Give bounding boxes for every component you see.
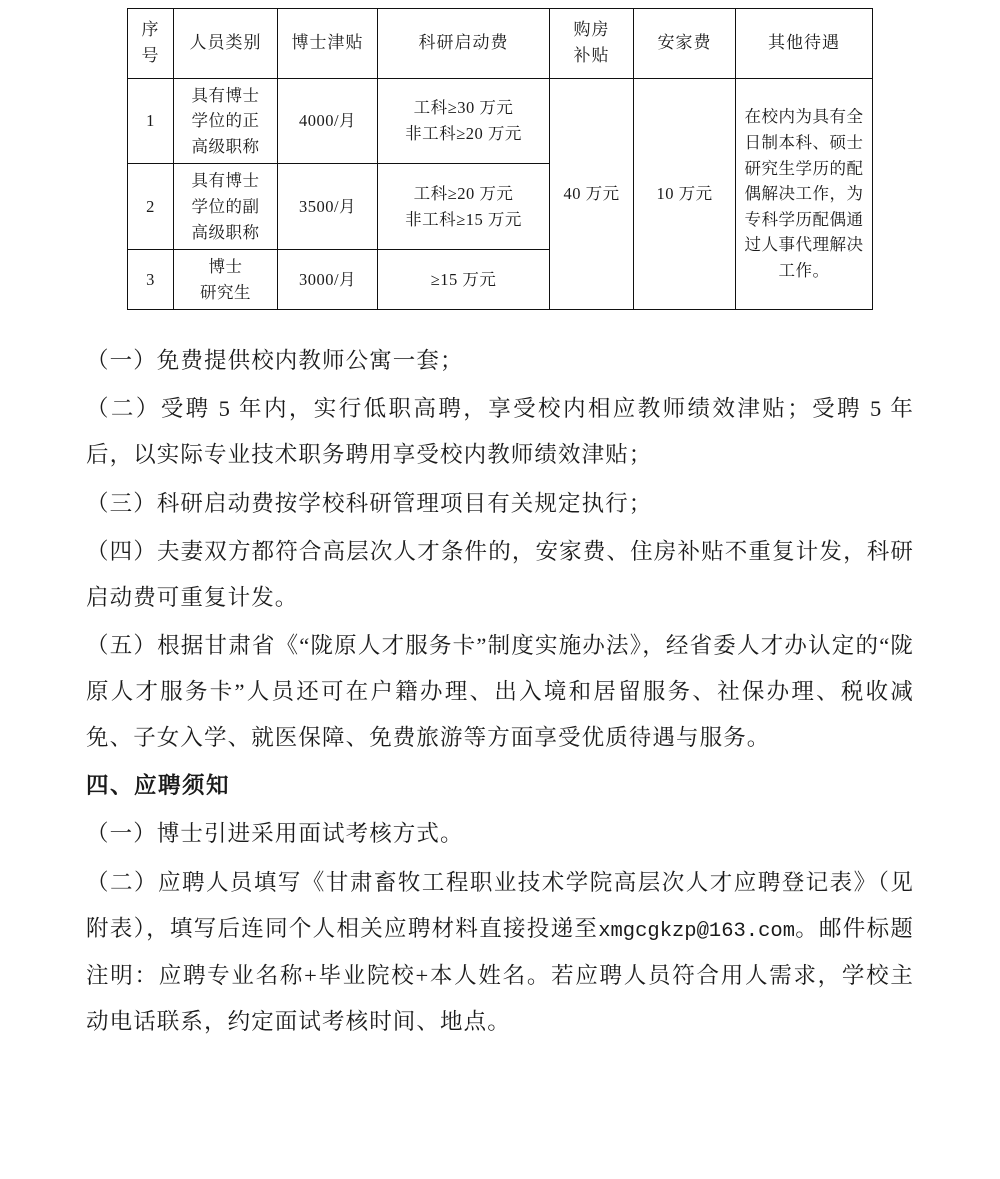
cell-doctor-allowance: 3000/月 [278, 250, 378, 310]
document-body [86, 338, 914, 1045]
cell-research-fund: 工科≥30 万元 非工科≥20 万元 [378, 78, 550, 164]
cell-doctor-allowance: 3500/月 [278, 164, 378, 250]
benefit-item-2: （二）受聘 5 年内，实行低职高聘，享受校内相应教师绩效津贴；受聘 5 年后，以实际专业技术职务聘用享受校内教师绩效津贴； [86, 396, 914, 468]
header-settling-fee: 安家费 [634, 9, 736, 79]
cell-person-type: 具有博士 学位的副 高级职称 [174, 164, 278, 250]
header-doctor-allowance: 博士津贴 [278, 9, 378, 79]
section-heading-notice: 四、应聘须知 [86, 773, 231, 799]
notice-item-2-tail: 。邮件标题注明：应聘专业名称+毕业院校+本人姓名。若应聘人员符合用人需求，学校主动电话联系，约定面试考核时间、地点。 [86, 915, 914, 1034]
header-person-type: 人员类别 [174, 9, 278, 79]
table-header-row [128, 9, 873, 79]
header-seq: 序 号 [128, 9, 174, 79]
cell-settling-fee: 10 万元 [634, 78, 736, 310]
benefit-item-3: （三）科研启动费按学校科研管理项目有关规定执行； [86, 490, 653, 516]
cell-seq: 3 [128, 250, 174, 310]
benefit-item-1: （一）免费提供校内教师公寓一套； [86, 348, 464, 374]
cell-person-type: 博士 研究生 [174, 250, 278, 310]
contact-email: xmgcgkzp@163.com [598, 919, 796, 943]
benefit-item-5: （五）根据甘肃省《“陇原人才服务卡”制度实施办法》，经省委人才办认定的“陇原人才服务卡”人员还可在户籍办理、出入境和居留服务、社保办理、税收减免、子女入学、就医保障、免费旅游等方面享受优质待遇与服务。 [86, 632, 914, 751]
notice-item-1: （一）博士引进采用面试考核方式。 [86, 821, 464, 847]
cell-other-benefits: 在校内为具有全日制本科、硕士研究生学历的配偶解决工作，为专科学历配偶通过人事代理解决工作。 [736, 78, 873, 310]
header-research-fund: 科研启动费 [378, 9, 550, 79]
cell-doctor-allowance: 4000/月 [278, 78, 378, 164]
cell-housing-subsidy: 40 万元 [550, 78, 634, 310]
benefit-item-4: （四）夫妻双方都符合高层次人才条件的，安家费、住房补贴不重复计发，科研启动费可重复计发。 [86, 538, 914, 610]
cell-research-fund: 工科≥20 万元 非工科≥15 万元 [378, 164, 550, 250]
cell-seq: 2 [128, 164, 174, 250]
benefit-table [127, 8, 873, 310]
cell-person-type: 具有博士 学位的正 高级职称 [174, 78, 278, 164]
header-housing-subsidy: 购房 补贴 [550, 9, 634, 79]
header-other-benefits: 其他待遇 [736, 9, 873, 79]
table-row [128, 78, 873, 164]
cell-research-fund: ≥15 万元 [378, 250, 550, 310]
notice-item-2-text: （二）应聘人员填写《甘肃畜牧工程职业技术学院高层次人才应聘登记表》（见附表），填写后连同个人相关应聘材料直接投递至 [86, 869, 914, 941]
notice-item-2 [86, 860, 914, 1045]
cell-seq: 1 [128, 78, 174, 164]
